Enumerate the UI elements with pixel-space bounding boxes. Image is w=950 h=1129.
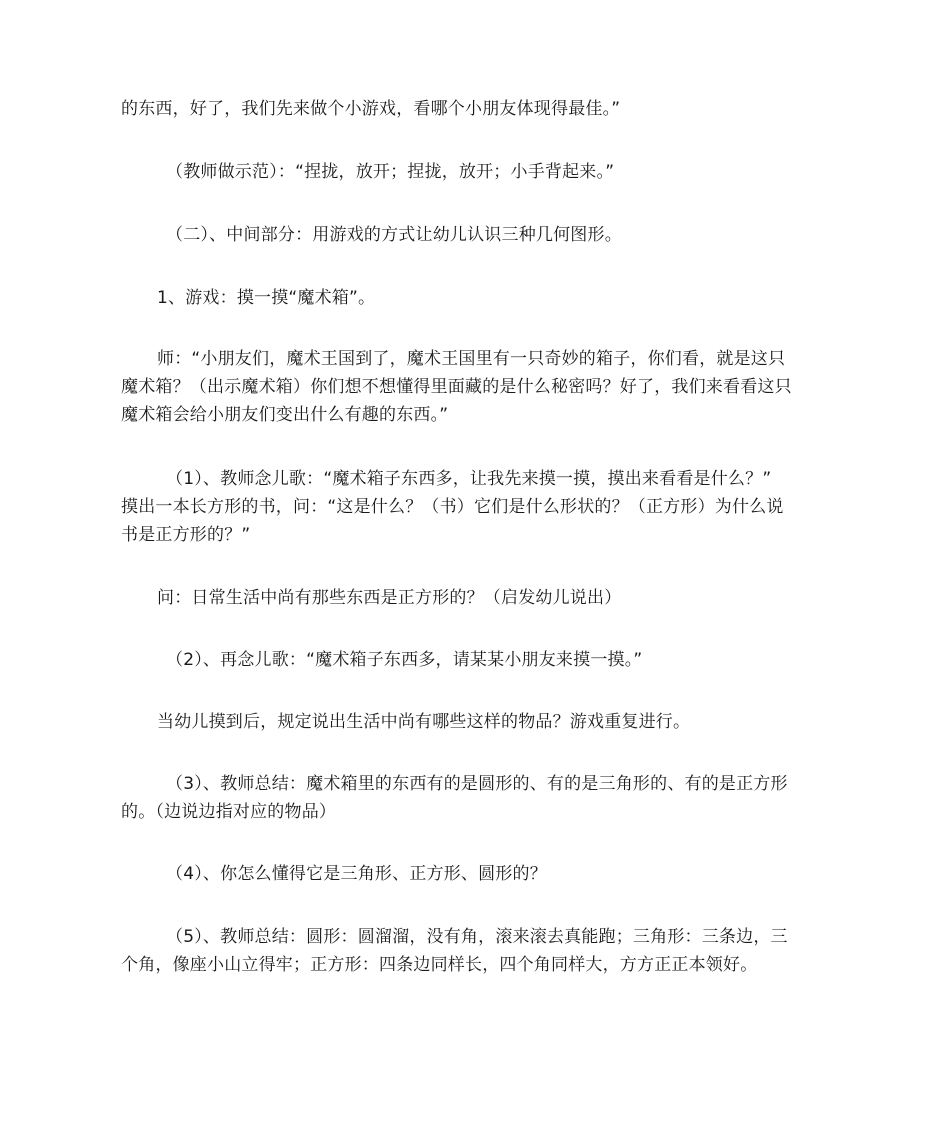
paragraph-step-4 [121, 860, 833, 888]
paragraph-step-1 [121, 465, 833, 549]
text-line: 魔术箱会给小朋友们变出什么有趣的东西。” [121, 405, 449, 425]
text-line: （二）、中间部分：用游戏的方式让幼儿认识三种几何图形。 [166, 225, 622, 245]
paragraph-step-5 [121, 923, 833, 979]
text-line: （2）、再念儿歌：“魔术箱子东西多，请某某小朋友来摸一摸。” [166, 650, 643, 670]
game-heading [121, 284, 833, 312]
text-line: 的东西，好了，我们先来做个小游戏，看哪个小朋友体现得最佳。” [121, 99, 621, 119]
text-line: （3）、教师总结：魔术箱里的东西有的是圆形的、有的是三角形的、有的是正方形 [166, 774, 788, 794]
paragraph-teacher-demo [121, 158, 833, 186]
paragraph-teacher-speech [121, 345, 833, 429]
text-line: 摸出一本长方形的书，问：“这是什么？（书）它们是什么形状的？（正方形）为什么说 [121, 497, 784, 517]
text-line: 书是正方形的？” [121, 525, 251, 545]
text-line: （5）、教师总结：圆形：圆溜溜，没有角，滚来滚去真能跑；三角形：三条边，三 [166, 927, 788, 947]
paragraph-game-repeat [121, 708, 833, 736]
text-line: （教师做示范）：“捏拢，放开；捏拢，放开；小手背起来。” [166, 162, 615, 182]
text-line: 当幼儿摸到后，规定说出生活中尚有哪些这样的物品？游戏重复进行。 [157, 712, 691, 732]
paragraph-step-2 [121, 646, 833, 674]
text-line: 的。（边说边指对应的物品） [121, 802, 337, 822]
text-line: 魔术箱？（出示魔术箱）你们想不想懂得里面藏的是什么秘密吗？好了，我们来看看这只 [121, 377, 792, 397]
section-heading-middle-part [121, 221, 833, 249]
text-line: 师：“小朋友们，魔术王国到了，魔术王国里有一只奇妙的箱子，你们看，就是这只 [157, 349, 786, 369]
text-line: 1、游戏：摸一摸“魔术箱”。 [157, 288, 376, 308]
paragraph-continuation [121, 95, 833, 123]
text-line: 问：日常生活中尚有那些东西是正方形的？（启发幼儿说出） [157, 588, 622, 608]
text-line: 个角，像座小山立得牢；正方形：四条边同样长，四个角同样大，方方正正本领好。 [121, 955, 758, 975]
text-line: （1）、教师念儿歌：“魔术箱子东西多，让我先来摸一摸，摸出来看看是什么？” [166, 469, 772, 489]
paragraph-question [121, 584, 833, 612]
text-line: （4）、你怎么懂得它是三角形、正方形、圆形的？ [166, 864, 547, 884]
paragraph-step-3 [121, 770, 833, 826]
